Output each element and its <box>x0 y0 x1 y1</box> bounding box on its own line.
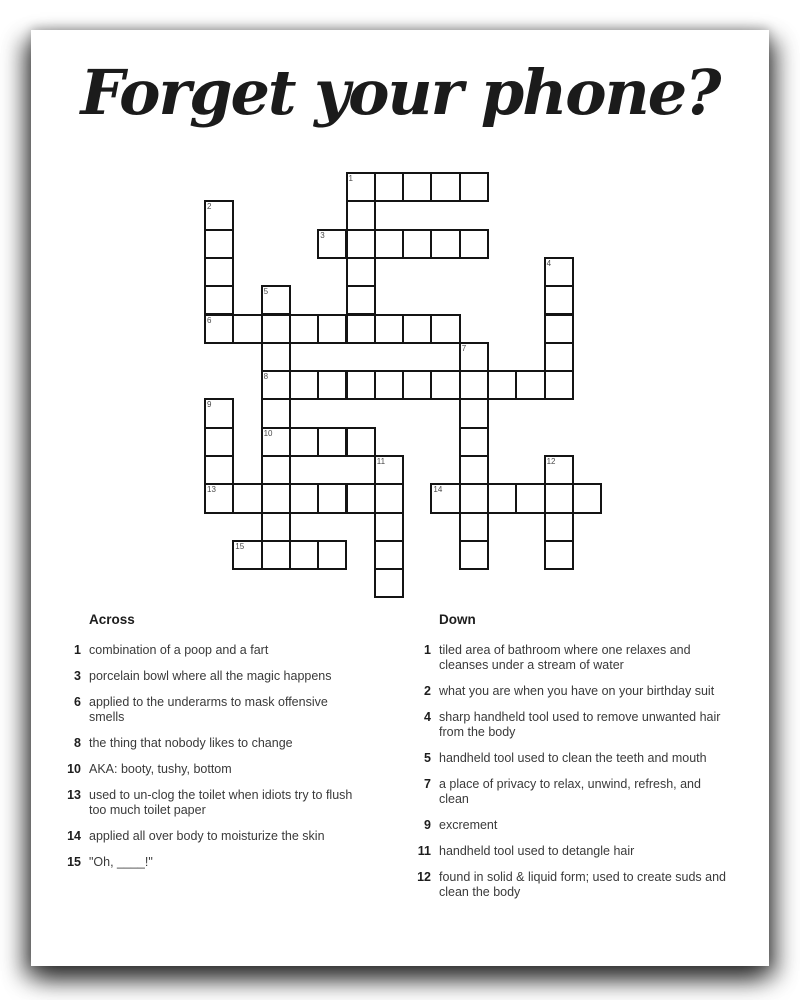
down-clue-list <box>407 643 739 900</box>
page-title: Forget your phone? <box>80 56 720 129</box>
across-clues-section <box>57 611 369 881</box>
grid-cell <box>459 398 489 428</box>
clue-text: used to un-clog the toilet when idiots try to flush too much toilet paper <box>89 788 353 817</box>
clue-number: 3 <box>74 669 81 683</box>
grid-cell <box>346 257 376 287</box>
grid-cell <box>204 427 234 457</box>
grid-cell <box>317 427 347 457</box>
crossword-poster <box>31 30 769 966</box>
grid-cell <box>572 483 602 513</box>
cell-number: 13 <box>207 485 216 495</box>
clue-text: porcelain bowl where all the magic happens <box>89 669 332 683</box>
grid-cell <box>459 483 489 513</box>
grid-cell <box>261 342 291 372</box>
grid-cell <box>459 455 489 485</box>
clue-row-across-8 <box>57 736 369 751</box>
grid-cell <box>317 370 347 400</box>
clue-text: "Oh, ____!" <box>89 855 153 869</box>
clue-text: sharp handheld tool used to remove unwanted hair from the body <box>439 710 721 739</box>
clue-number: 11 <box>417 844 431 858</box>
grid-cell <box>544 540 574 570</box>
grid-cell <box>346 370 376 400</box>
grid-cell <box>459 512 489 542</box>
grid-cell <box>261 540 291 570</box>
grid-cell <box>346 172 376 202</box>
clue-text: handheld tool used to detangle hair <box>439 844 635 858</box>
clue-row-across-13 <box>57 788 369 818</box>
grid-cell <box>317 314 347 344</box>
grid-cell <box>430 483 460 513</box>
grid-cell <box>374 370 404 400</box>
clue-row-across-1 <box>57 643 369 658</box>
cell-number: 3 <box>320 230 325 240</box>
clue-text: AKA: booty, tushy, bottom <box>89 762 232 776</box>
clue-number: 6 <box>74 695 81 709</box>
grid-cell <box>346 285 376 315</box>
grid-cell <box>515 483 545 513</box>
grid-cell <box>289 370 319 400</box>
grid-cell <box>544 257 574 287</box>
clue-number: 1 <box>74 643 81 657</box>
clue-text: what you are when you have on your birthday suit <box>439 684 715 698</box>
down-heading: Down <box>439 612 476 627</box>
grid-cell <box>402 229 432 259</box>
grid-cell <box>374 540 404 570</box>
clue-row-across-10 <box>57 762 369 777</box>
cell-number: 10 <box>263 428 273 438</box>
grid-cell <box>346 483 376 513</box>
clue-text: applied all over body to moisturize the skin <box>89 829 325 843</box>
grid-cell <box>544 483 574 513</box>
grid-cell <box>374 172 404 202</box>
grid-cell <box>459 540 489 570</box>
grid-cell <box>346 314 376 344</box>
grid-cell <box>430 370 460 400</box>
grid-cell <box>204 483 234 513</box>
clue-row-across-14 <box>57 829 369 844</box>
grid-cell <box>317 229 347 259</box>
grid-cell <box>261 512 291 542</box>
clue-text: excrement <box>439 818 498 832</box>
clue-number: 13 <box>67 788 81 802</box>
grid-cell <box>232 540 262 570</box>
grid-cell <box>261 314 291 344</box>
grid-cell <box>402 172 432 202</box>
clue-number: 1 <box>424 643 431 657</box>
clue-text: the thing that nobody likes to change <box>89 736 293 750</box>
clue-row-down-9 <box>407 818 739 833</box>
grid-cell <box>261 483 291 513</box>
grid-cell <box>402 370 432 400</box>
cell-number: 5 <box>263 287 269 297</box>
clue-number: 7 <box>424 777 431 791</box>
grid-cell <box>204 285 234 315</box>
grid-cell <box>430 314 460 344</box>
cell-number: 9 <box>207 400 212 410</box>
cell-number: 14 <box>433 485 443 495</box>
grid-cell <box>232 314 262 344</box>
grid-cell <box>544 512 574 542</box>
grid-cell <box>544 342 574 372</box>
clue-row-down-7 <box>407 777 739 807</box>
grid-cell <box>346 427 376 457</box>
clue-number: 5 <box>424 751 431 765</box>
grid-cell <box>515 370 545 400</box>
grid-cell <box>459 172 489 202</box>
clue-number: 15 <box>67 855 81 869</box>
grid-cell <box>289 427 319 457</box>
grid-cell <box>346 200 376 230</box>
grid-cell <box>261 370 291 400</box>
grid-cell <box>544 285 574 315</box>
clue-text: handheld tool used to clean the teeth and mouth <box>439 751 707 765</box>
cell-number: 15 <box>235 541 245 551</box>
grid-cell <box>374 568 404 598</box>
clue-row-down-2 <box>407 684 739 699</box>
grid-cell <box>289 540 319 570</box>
clue-row-down-5 <box>407 751 739 766</box>
clue-row-down-4 <box>407 710 739 740</box>
cell-number: 8 <box>263 372 269 382</box>
grid-cell <box>544 314 574 344</box>
clue-row-across-15 <box>57 855 369 870</box>
cell-number: 7 <box>461 343 467 353</box>
grid-cell <box>204 314 234 344</box>
grid-cell <box>346 229 376 259</box>
grid-cell <box>374 455 404 485</box>
clue-number: 2 <box>424 684 431 698</box>
grid-cell <box>430 229 460 259</box>
clue-row-across-3 <box>57 669 369 684</box>
grid-cell <box>204 229 234 259</box>
clue-number: 9 <box>424 818 431 832</box>
across-clue-list <box>57 643 369 870</box>
grid-cell <box>374 229 404 259</box>
clue-row-down-11 <box>407 844 739 859</box>
grid-cell <box>204 455 234 485</box>
clue-text: a place of privacy to relax, unwind, refresh, and clean <box>439 777 701 806</box>
grid-cell <box>261 285 291 315</box>
down-clues-section <box>407 611 739 911</box>
across-heading: Across <box>89 612 135 627</box>
grid-cell <box>374 314 404 344</box>
clue-text: found in solid & liquid form; used to create suds and clean the body <box>439 870 726 899</box>
grid-cell <box>487 483 517 513</box>
grid-cell <box>430 172 460 202</box>
grid-cell <box>261 427 291 457</box>
clue-number: 4 <box>424 710 431 724</box>
grid-cell <box>261 455 291 485</box>
grid-cell <box>317 540 347 570</box>
grid-cell <box>459 427 489 457</box>
grid-cell <box>204 257 234 287</box>
grid-cell <box>261 398 291 428</box>
clue-row-down-1 <box>407 643 739 673</box>
clue-row-down-12 <box>407 870 739 900</box>
grid-cell <box>374 483 404 513</box>
clue-row-across-6 <box>57 695 369 725</box>
grid-cell <box>374 512 404 542</box>
cell-number: 11 <box>376 457 386 466</box>
grid-cell <box>544 455 574 485</box>
clue-number: 12 <box>417 870 431 884</box>
grid-cell <box>232 483 262 513</box>
grid-cell <box>459 370 489 400</box>
crossword-grid <box>204 172 606 602</box>
clue-number: 14 <box>67 829 81 843</box>
grid-cell <box>459 342 489 372</box>
clue-number: 8 <box>74 736 81 750</box>
grid-cell <box>204 398 234 428</box>
grid-cell <box>204 200 234 230</box>
grid-cell <box>487 370 517 400</box>
grid-cell <box>289 483 319 513</box>
cell-number: 4 <box>546 258 552 268</box>
clue-text: tiled area of bathroom where one relaxes and cleanses under a stream of water <box>439 643 691 672</box>
clue-number: 10 <box>67 762 81 776</box>
grid-cell <box>289 314 319 344</box>
grid-cell <box>317 483 347 513</box>
clue-text: combination of a poop and a fart <box>89 643 269 657</box>
cell-number: 6 <box>207 315 212 325</box>
grid-cell <box>402 314 432 344</box>
cell-number: 2 <box>207 202 212 212</box>
clue-text: applied to the underarms to mask offensive smells <box>89 695 328 724</box>
cell-number: 12 <box>546 457 556 466</box>
grid-cell <box>544 370 574 400</box>
cell-number: 1 <box>348 174 353 183</box>
grid-cell <box>459 229 489 259</box>
